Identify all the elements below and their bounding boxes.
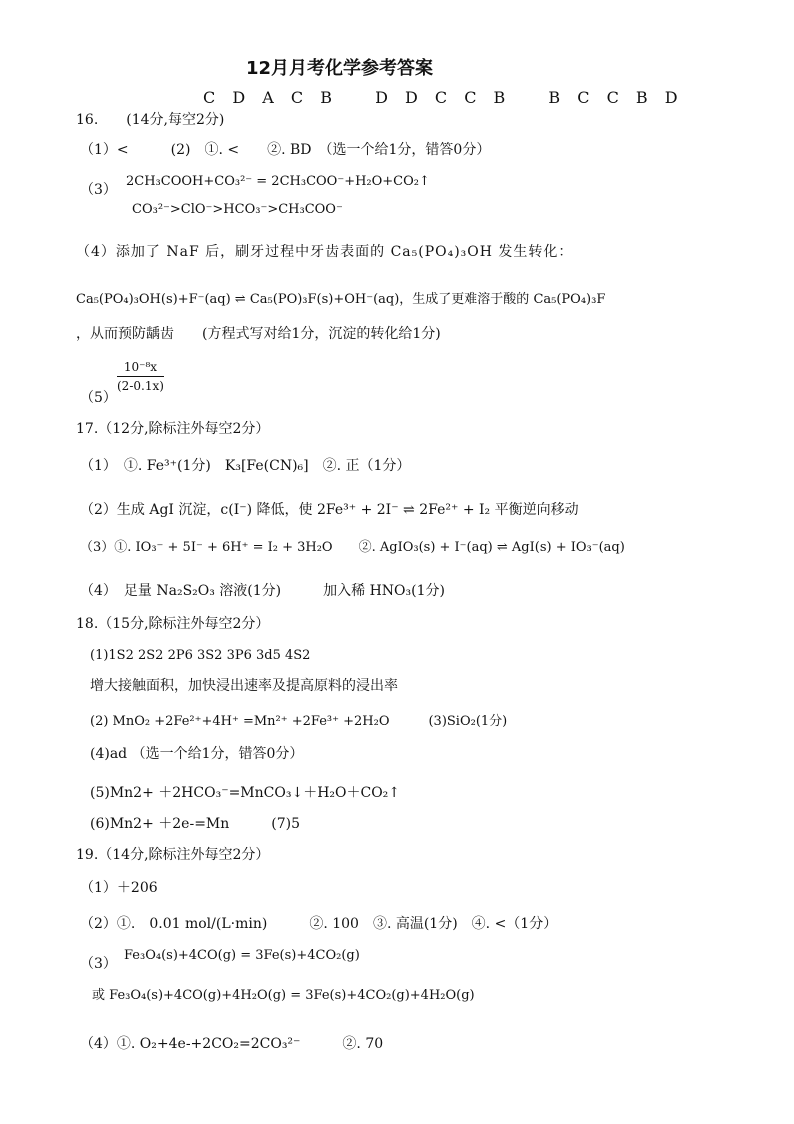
- q19-part2: （2）①. 0.01 mol/(L·min) ②. 100 ③. 高温(1分) ④. <（1分）: [80, 916, 558, 932]
- answer-group-3: B C C B D: [548, 88, 684, 107]
- choice-answers: [203, 88, 710, 107]
- answer-group-2: D D C C B: [375, 88, 512, 107]
- fraction-denominator: (2-0.1x): [117, 379, 164, 393]
- q19-part1: （1）＋206: [80, 880, 158, 896]
- q18-heading: 18.（15分,除标注外每空2分）: [76, 616, 270, 632]
- q19-heading: 19.（14分,除标注外每空2分）: [76, 847, 270, 863]
- q17-part1: （1） ①. Fe³⁺(1分) K₃[Fe(CN)₆] ②. 正（1分）: [80, 458, 411, 474]
- q18-part5: (5)Mn2+ ＋2HCO₃⁻=MnCO₃↓＋H₂O＋CO₂↑: [90, 785, 401, 801]
- q17-heading: 17.（12分,除标注外每空2分）: [76, 421, 270, 437]
- q18-part4: (4)ad （选一个给1分，错答0分）: [90, 746, 304, 762]
- q16-part4-line3: ，从而预防龋齿 (方程式写对给1分，沉淀的转化给1分): [76, 326, 441, 342]
- q17-part2: （2）生成 AgI 沉淀，c(I⁻) 降低，使 2Fe³⁺ + 2I⁻ ⇌ 2Fe²⁺ + I₂ 平衡逆向移动: [80, 502, 579, 518]
- q16-heading: 16. (14分,每空2分): [76, 112, 225, 128]
- q19-part3-label: （3）: [80, 956, 117, 972]
- q16-part4-line1: （4）添加了 NaF 后，刷牙过程中牙齿表面的 Ca₅(PO₄)₃OH 发生转化：: [76, 244, 574, 260]
- q19-part3-equation: Fe₃O₄(s)+4CO(g) = 3Fe(s)+4CO₂(g): [124, 948, 360, 963]
- q16-part5-label: （5）: [80, 390, 117, 406]
- q16-part1: （1）< (2) ①. < ②. BD （选一个给1分，错答0分）: [80, 142, 491, 158]
- q18-part1-reason: 增大接触面积，加快浸出速率及提高原料的浸出率: [90, 678, 398, 694]
- q19-part3-alternative: 或 Fe₃O₄(s)+4CO(g)+4H₂O(g) = 3Fe(s)+4CO₂(g)+4H₂O(g): [92, 988, 475, 1003]
- q16-part3-order: CO₃²⁻>ClO⁻>HCO₃⁻>CH₃COO⁻: [132, 202, 343, 217]
- q18-part2-3: (2) MnO₂ +2Fe²⁺+4H⁺ =Mn²⁺ +2Fe³⁺ +2H₂O (3)SiO₂(1分): [90, 714, 508, 729]
- q17-part3: （3）①. IO₃⁻ + 5I⁻ + 6H⁺ = I₂ + 3H₂O ②. AgIO₃(s) + I⁻(aq) ⇌ AgI(s) + IO₃⁻(aq): [80, 540, 625, 555]
- q19-part4: （4）①. O₂+4e-+2CO₂=2CO₃²⁻ ②. 70: [80, 1036, 384, 1052]
- q18-part1: (1)1S2 2S2 2P6 3S2 3P6 3d5 4S2: [90, 648, 311, 663]
- q16-part3-label: （3）: [80, 182, 117, 198]
- answer-group-1: C D A C B: [203, 88, 338, 107]
- fraction-numerator: 10⁻⁸x: [117, 360, 164, 377]
- q16-part4-line2: Ca₅(PO₄)₃OH(s)+F⁻(aq) ⇌ Ca₅(PO)₃F(s)+OH⁻(aq)，生成了更难溶于酸的 Ca₅(PO₄)₃F: [76, 292, 606, 307]
- q18-part6-7: (6)Mn2+ ＋2e-=Mn (7)5: [90, 816, 301, 832]
- q16-part5-fraction: [117, 360, 164, 393]
- page-title: 12月月考化学参考答案: [246, 58, 434, 79]
- q17-part4: （4） 足量 Na₂S₂O₃ 溶液(1分) 加入稀 HNO₃(1分): [80, 583, 445, 599]
- q16-part3-equation: 2CH₃COOH+CO₃²⁻ = 2CH₃COO⁻+H₂O+CO₂↑: [126, 174, 430, 189]
